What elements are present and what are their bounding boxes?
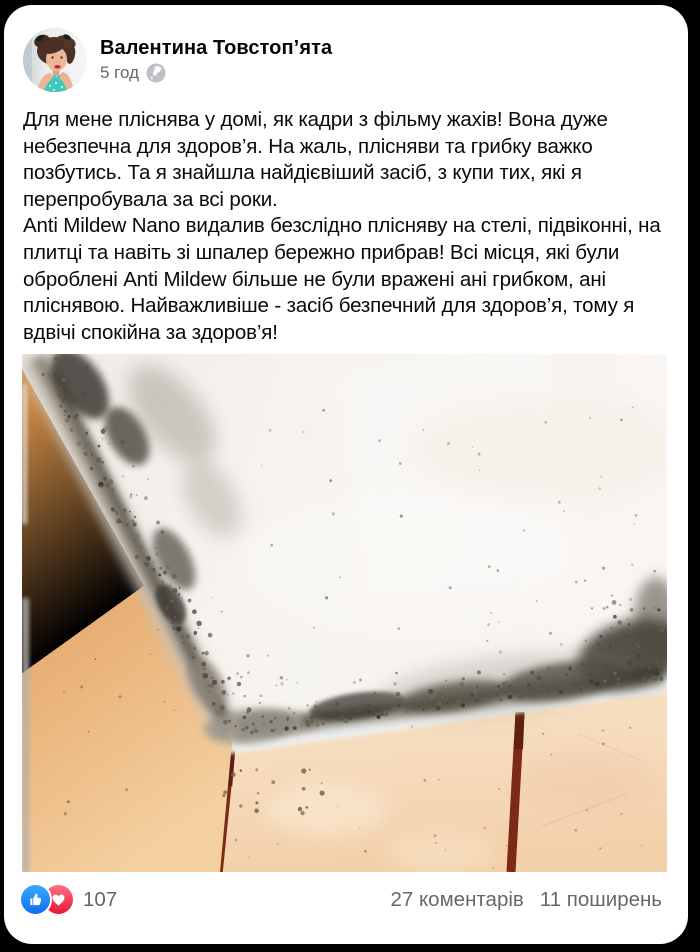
avatar[interactable] xyxy=(23,28,87,92)
reaction-count[interactable]: 107 xyxy=(83,887,118,911)
post-photo[interactable] xyxy=(22,354,667,872)
post-paragraph-2: Anti Mildew Nano видалив безслідно плісняву на стелі, підвіконні, на плитці та навіть зі шпалер бережно прибрав! Всі місця, які були оброблені Anti Mildew більше не були вражені ані грибком, ані пліснявою. Найважливіше - засіб безпечний для здоров’я, тому я вдвічі спокійна за здоров’я! xyxy=(23,214,661,344)
comments-count[interactable]: 27 коментарів xyxy=(390,887,524,911)
post-paragraph-1: Для мене пліснява у домі, як кадри з фільму жахів! Вона дуже небезпечна для здоров’я. На жаль, плісняви та грибку важко позбутись. Та я знайшла найдієвіший засіб, з купи тих, які я перепробувала за всі роки. xyxy=(23,108,608,211)
globe-icon xyxy=(145,62,167,84)
post-text xyxy=(23,107,670,346)
author-name[interactable]: Валентина Товстоп’ята xyxy=(100,36,333,59)
comments-shares xyxy=(390,888,662,912)
shares-count[interactable]: 11 поширень xyxy=(539,887,662,911)
mold-corner-photo xyxy=(22,354,667,872)
avatar-portrait xyxy=(23,28,87,92)
post-stats-bar xyxy=(4,872,688,914)
like-thumb-icon[interactable] xyxy=(21,885,50,914)
reactions-summary[interactable] xyxy=(21,885,117,914)
timestamp[interactable]: 5 год xyxy=(100,62,140,82)
post-header xyxy=(4,5,688,92)
post-meta-row xyxy=(100,62,332,84)
header-meta xyxy=(100,37,332,84)
facebook-post-card xyxy=(4,5,688,944)
